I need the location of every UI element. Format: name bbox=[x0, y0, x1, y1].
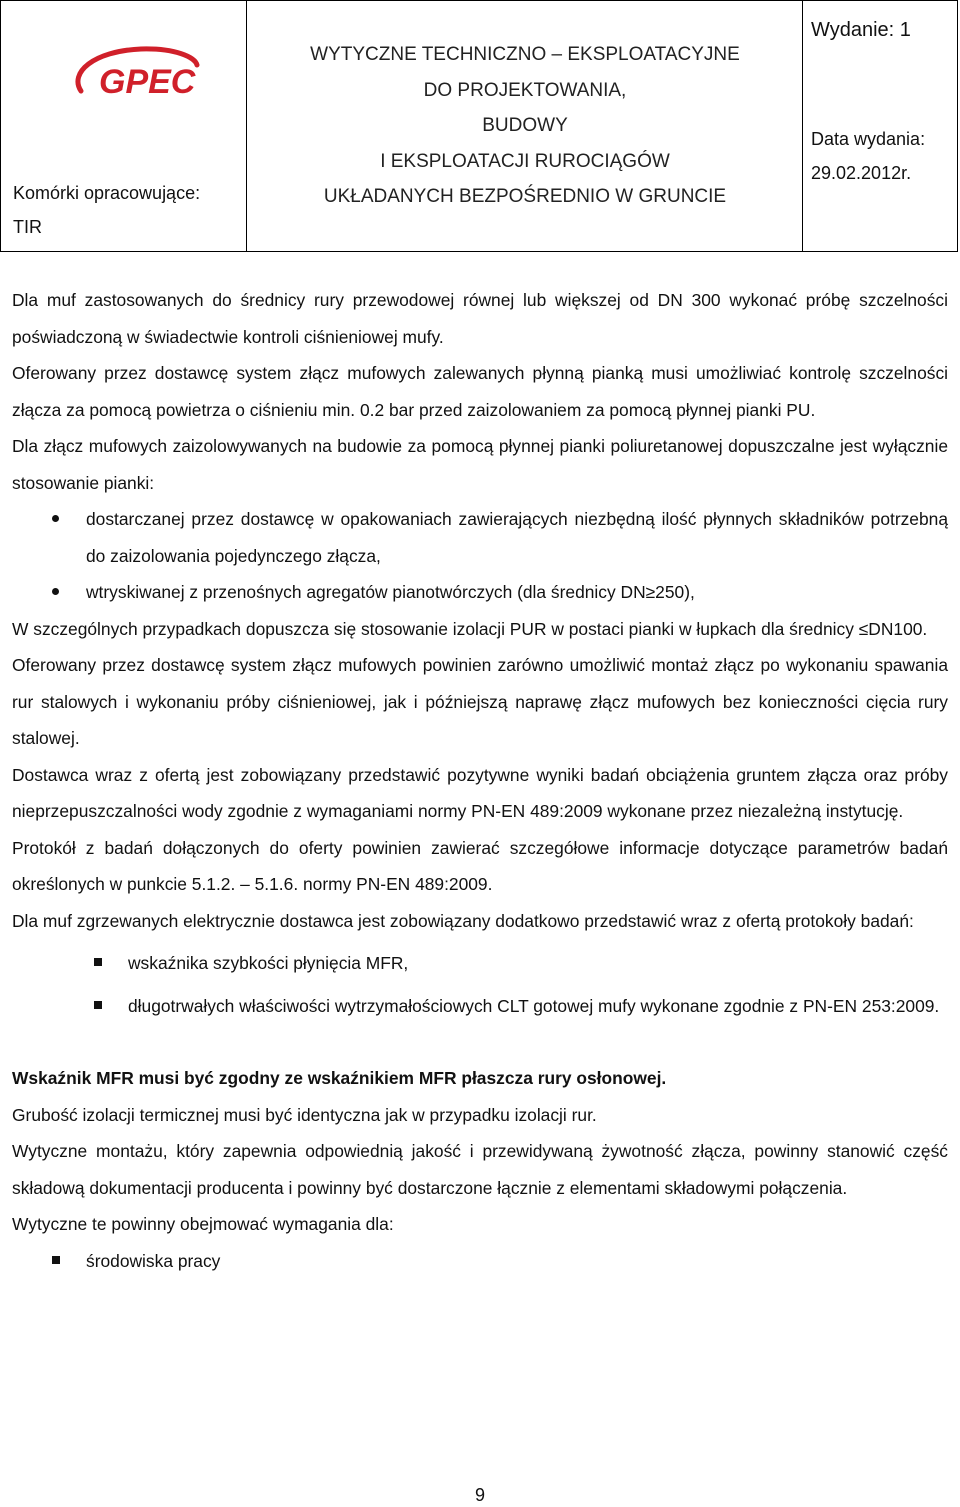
header-right-cell bbox=[803, 1, 957, 251]
list-item bbox=[12, 501, 948, 574]
paragraph: Protokół z badań dołączonych do oferty powinien zawierać szczegółowe informacje dotyczące parametrów badań określonych w punkcie 5.1.2. – 5.1.6. normy PN-EN 489:2009. bbox=[12, 837, 948, 894]
header-left-cell bbox=[1, 1, 247, 251]
title-line: I EKSPLOATACJI RUROCIĄGÓW bbox=[380, 150, 670, 172]
document-title bbox=[247, 37, 803, 215]
title-line: DO PROJEKTOWANIA, bbox=[423, 79, 627, 101]
date-label: Data wydania: bbox=[811, 129, 926, 149]
bullet-icon bbox=[52, 515, 59, 522]
paragraph: Dostawca wraz z ofertą jest zobowiązany przedstawić pozytywne wyniki badań obciążenia gruntem złącza oraz próby nieprzepuszczalności wody zgodnie z wymaganiami normy PN-EN 489:2009 wykonane przez niezależną instytucję. bbox=[12, 764, 948, 821]
square-bullet-icon bbox=[52, 1256, 60, 1264]
list-item-text: długotrwałych właściwości wytrzymałościowych CLT gotowej mufy wykonane zgodnie z PN-EN 253:2009. bbox=[128, 995, 940, 1016]
list-item-text: dostarczanej przez dostawcę w opakowaniach zawierających niezbędną ilość płynnych składników potrzebną do zaizolowania pojedynczego złącza, bbox=[86, 509, 948, 566]
test-report-list bbox=[12, 945, 948, 1024]
title-line: WYTYCZNE TECHNICZNO – EKSPLOATACYJNE bbox=[310, 44, 740, 65]
document-header bbox=[0, 0, 958, 252]
gpec-logo bbox=[63, 43, 203, 113]
requirements-list bbox=[12, 1243, 948, 1280]
date-value: 29.02.2012r. bbox=[811, 163, 912, 183]
department-info bbox=[13, 176, 200, 244]
list-item bbox=[12, 574, 948, 611]
list-item bbox=[12, 1243, 948, 1280]
paragraph: Oferowany przez dostawcę system złącz mufowych zalewanych płynną pianką musi umożliwiać kontrolę szczelności złącza za pomocą powietrza o ciśnieniu min. 0.2 bar przed zaizolowaniem za pomocą płynnej pianki PU. bbox=[12, 363, 948, 420]
paragraph: Oferowany przez dostawcę system złącz mufowych powinien zarówno umożliwić montaż złącz po wykonaniu spawania rur stalowych i wykonaniu próby ciśnieniowej, jak i późniejszą naprawę złącz mufowych bez konieczności cięcia rury stalowej. bbox=[12, 655, 948, 748]
edition-number: Wydanie: 1 bbox=[811, 19, 911, 41]
department-label: Komórki opracowujące: bbox=[13, 183, 201, 203]
paragraph: Dla muf zastosowanych do średnicy rury przewodowej równej lub większej od DN 300 wykonać próbę szczelności poświadczoną w świadectwie kontroli ciśnieniowej mufy. bbox=[12, 290, 948, 347]
header-title-cell bbox=[247, 1, 803, 251]
paragraph: Dla złącz mufowych zaizolowywanych na budowie za pomocą płynnej pianki poliuretanowej dopuszczalne jest wyłącznie stosowanie pianki: bbox=[12, 436, 948, 493]
paragraph: Wytyczne te powinny obejmować wymagania dla: bbox=[12, 1214, 394, 1234]
list-item bbox=[12, 988, 948, 1025]
bold-paragraph: Wskaźnik MFR musi być zgodny ze wskaźnikiem MFR płaszcza rury osłonowej. bbox=[12, 1068, 667, 1088]
document-body bbox=[12, 282, 948, 1279]
foam-type-list bbox=[12, 501, 948, 611]
square-bullet-icon bbox=[94, 1001, 102, 1009]
department-value: TIR bbox=[13, 217, 42, 237]
bullet-icon bbox=[52, 588, 59, 595]
list-item-text: wtryskiwanej z przenośnych agregatów pianotwórczych (dla średnicy DN≥250), bbox=[86, 582, 695, 602]
title-line: BUDOWY bbox=[482, 115, 568, 136]
list-item-text: wskaźnika szybkości płynięcia MFR, bbox=[128, 953, 409, 973]
page-number: 9 bbox=[474, 1485, 485, 1505]
title-line: UKŁADANYCH BEZPOŚREDNIO W GRUNCIE bbox=[323, 186, 727, 207]
paragraph: Dla muf zgrzewanych elektrycznie dostawca jest zobowiązany dodatkowo przedstawić wraz z ofertą protokoły badań: bbox=[12, 910, 914, 931]
logo-text: GPEC bbox=[99, 63, 196, 101]
paragraph: W szczególnych przypadkach dopuszcza się stosowanie izolacji PUR w postaci pianki w łupkach dla średnicy ≤DN100. bbox=[12, 618, 928, 639]
list-item bbox=[12, 945, 948, 982]
square-bullet-icon bbox=[94, 958, 102, 966]
paragraph: Grubość izolacji termicznej musi być identyczna jak w przypadku izolacji rur. bbox=[12, 1104, 597, 1125]
paragraph: Wytyczne montażu, który zapewnia odpowiednią jakość i przewidywaną żywotność złącza, powinny stanowić część składową dokumentacji producenta i powinny być dostarczone łącznie z elementami składowymi połączenia. bbox=[12, 1141, 948, 1198]
list-item-text: środowiska pracy bbox=[86, 1250, 221, 1271]
